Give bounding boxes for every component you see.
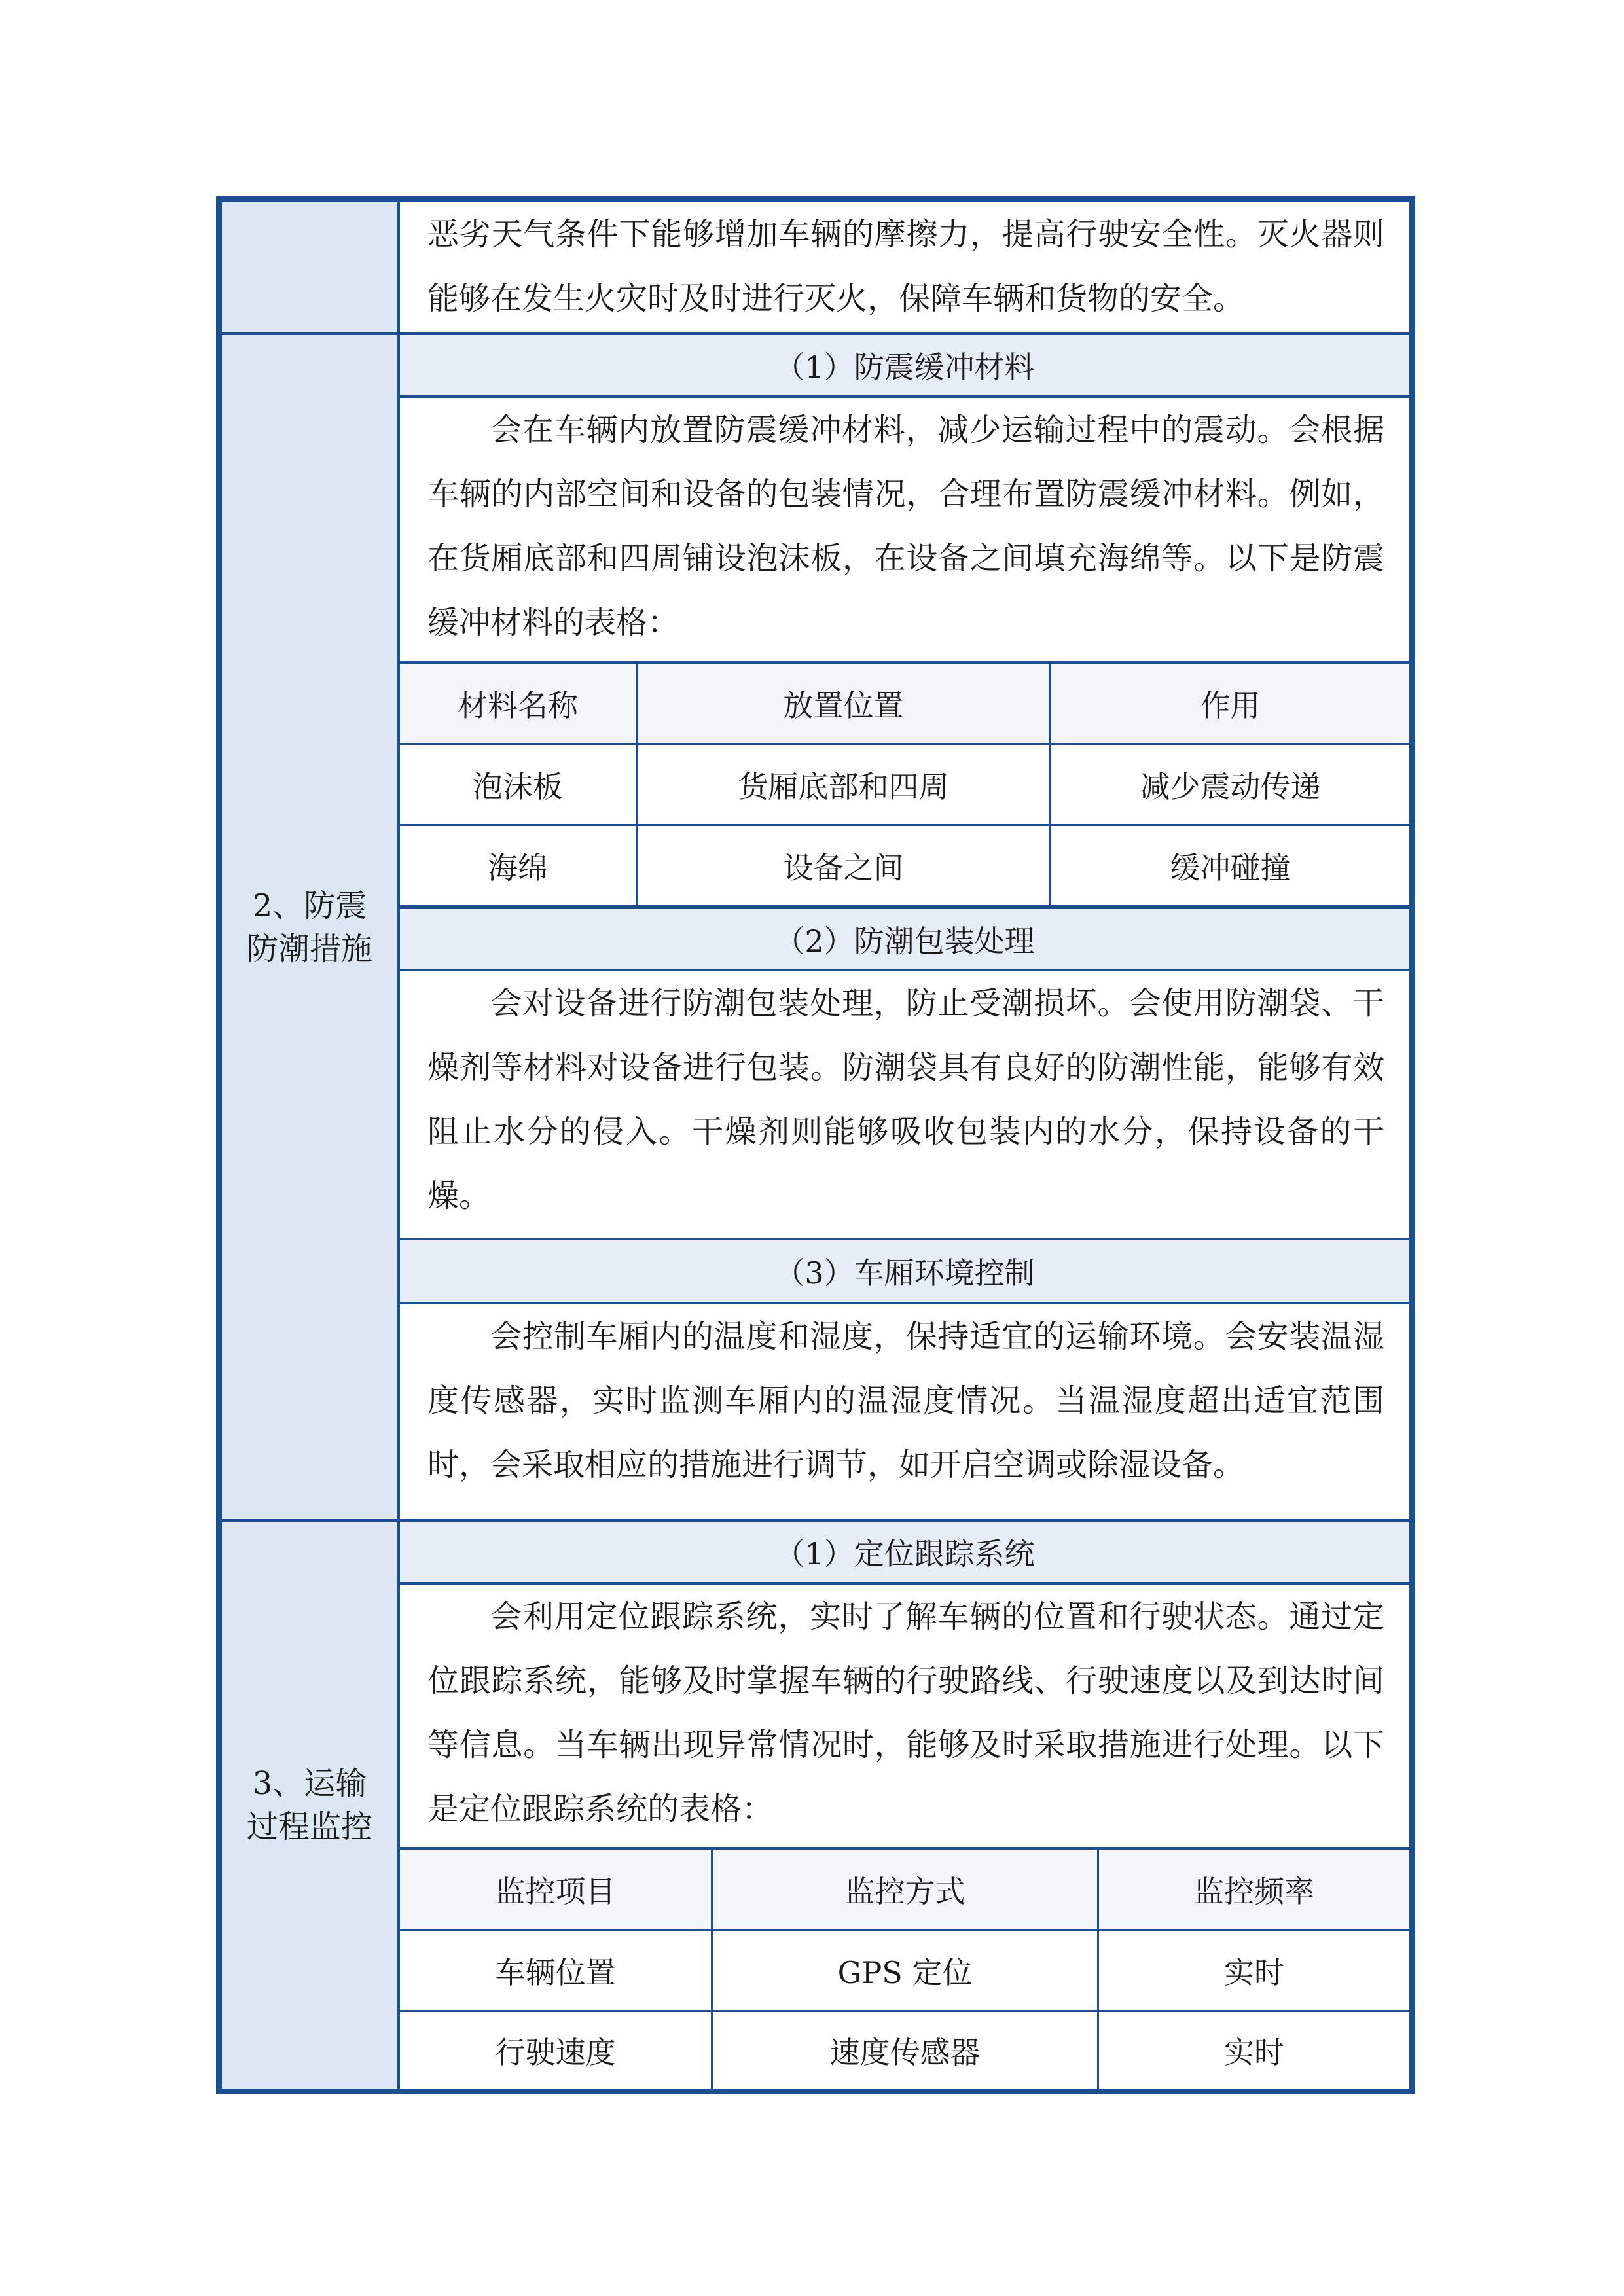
table-cell: 车辆位置 xyxy=(400,1931,713,2010)
materials-table xyxy=(400,664,1409,907)
table-row xyxy=(400,1931,1409,2012)
section-title: （1）防震缓冲材料 xyxy=(400,335,1409,398)
table-header: 放置位置 xyxy=(638,664,1051,743)
paragraph: 恶劣天气条件下能够增加车辆的摩擦力，提高行驶安全性。灭火器则能够在发生火灾时及时进行灭火，保障车辆和货物的安全。 xyxy=(427,216,1384,317)
monitoring-table xyxy=(400,1850,1409,2089)
row-label xyxy=(222,202,400,332)
table-cell: 实时 xyxy=(1224,1954,1284,1990)
paragraph: 会在车辆内放置防震缓冲材料，减少运输过程中的震动。会根据车辆的内部空间和设备的包装情况，合理布置防震缓冲材料。例如，在货厢底部和四周铺设泡沫板，在设备之间填充海绵等。以下是防震缓冲材料的表格： xyxy=(427,412,1384,641)
table-cell: 速度传感器 xyxy=(713,2012,1099,2089)
paragraph: 会控制车厢内的温度和湿度，保持适宜的运输环境。会安装温湿度传感器，实时监测车厢内的温湿度情况。当温湿度超出适宜范围时，会采取相应的措施进行调节，如开启空调或除湿设备。 xyxy=(427,1318,1384,1483)
section-title: （1）定位跟踪系统 xyxy=(400,1522,1409,1585)
row-shockproof-moisture xyxy=(222,335,1409,1522)
table-header: 监控频率 xyxy=(1194,1873,1314,1909)
section-title: （2）防潮包装处理 xyxy=(400,907,1409,971)
table-header: 材料名称 xyxy=(400,664,638,743)
table-cell: 海绵 xyxy=(400,826,638,905)
table-header: 作用 xyxy=(1200,687,1261,723)
table-header: 监控项目 xyxy=(400,1850,713,1929)
paragraph: 会利用定位跟踪系统，实时了解车辆的位置和行驶状态。通过定位跟踪系统，能够及时掌握车辆的行驶路线、行驶速度以及到达时间等信息。当车辆出现异常情况时，能够及时采取措施进行处理。以下是定位跟踪系统的表格： xyxy=(427,1598,1384,1827)
row-transport-monitoring xyxy=(222,1522,1409,2089)
table-header-row xyxy=(400,664,1409,745)
table-cell: 缓冲碰撞 xyxy=(1170,850,1291,886)
table-header-row xyxy=(400,1850,1409,1931)
table-header: 监控方式 xyxy=(713,1850,1099,1929)
row-continuation xyxy=(222,202,1409,335)
table-cell: 实时 xyxy=(1224,2034,1284,2070)
paragraph: 会对设备进行防潮包装处理，防止受潮损坏。会使用防潮袋、干燥剂等材料对设备进行包装。防潮袋具有良好的防潮性能，能够有效阻止水分的侵入。干燥剂则能够吸收包装内的水分，保持设备的干燥。 xyxy=(427,985,1384,1214)
row-label: 3、运输过程监控 xyxy=(222,1522,400,2089)
table-cell: GPS 定位 xyxy=(713,1931,1099,2010)
table-cell: 货厢底部和四周 xyxy=(638,745,1051,824)
section-title: （3）车厢环境控制 xyxy=(400,1240,1409,1304)
table-row xyxy=(400,745,1409,826)
table-cell: 减少震动传递 xyxy=(1140,768,1321,804)
content-table xyxy=(216,196,1415,2094)
table-row xyxy=(400,826,1409,907)
row-label: 2、防震防潮措施 xyxy=(222,335,400,1519)
table-cell: 泡沫板 xyxy=(400,745,638,824)
table-cell: 设备之间 xyxy=(638,826,1051,905)
table-row xyxy=(400,2012,1409,2089)
table-cell: 行驶速度 xyxy=(400,2012,713,2089)
